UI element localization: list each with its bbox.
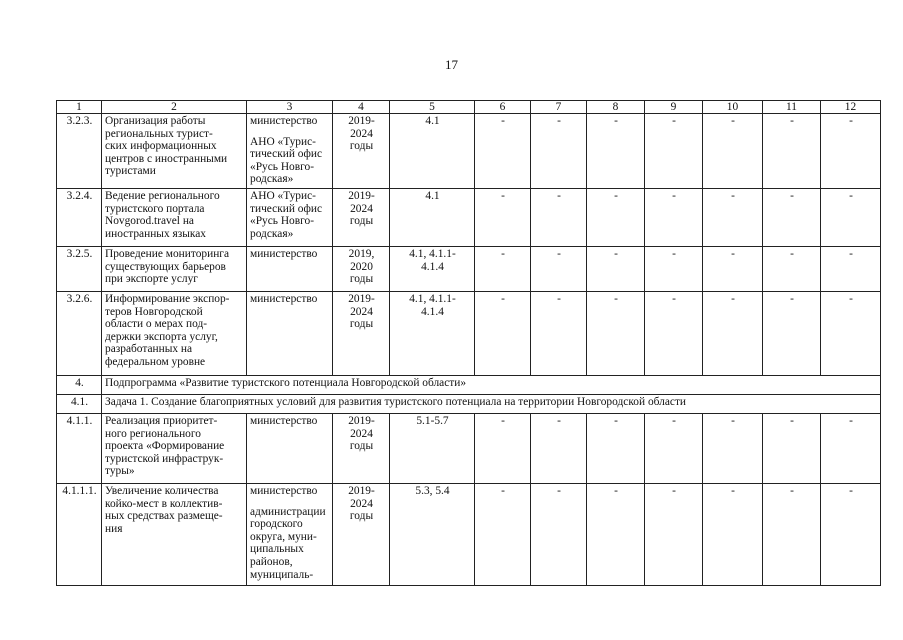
funding-cell: - bbox=[821, 189, 881, 247]
row-number: 3.2.4. bbox=[57, 189, 102, 247]
indicators: 4.1 bbox=[390, 114, 475, 189]
column-header: 12 bbox=[821, 101, 881, 114]
column-header: 3 bbox=[247, 101, 333, 114]
period: 2019- 2024 годы bbox=[333, 484, 390, 586]
row-number: 3.2.6. bbox=[57, 292, 102, 376]
activity-name: Увеличение количества койко-мест в коллектив- ных средствах размеще- ния bbox=[102, 484, 247, 586]
table-header-row bbox=[57, 101, 881, 114]
funding-cell: - bbox=[703, 292, 763, 376]
executor: АНО «Турис- тический офис «Русь Новго- родская» bbox=[250, 190, 322, 240]
funding-cell: - bbox=[821, 292, 881, 376]
executor-cell bbox=[247, 414, 333, 484]
funding-cell: - bbox=[531, 292, 587, 376]
executor-cell bbox=[247, 189, 333, 247]
funding-cell: - bbox=[763, 484, 821, 586]
column-header: 11 bbox=[763, 101, 821, 114]
activity-name: Проведение мониторинга существующих барьеров при экспорте услуг bbox=[102, 247, 247, 292]
funding-cell: - bbox=[475, 189, 531, 247]
funding-cell: - bbox=[703, 414, 763, 484]
table-row bbox=[57, 247, 881, 292]
period: 2019, 2020 годы bbox=[333, 247, 390, 292]
funding-cell: - bbox=[645, 484, 703, 586]
funding-cell: - bbox=[821, 414, 881, 484]
task-title: Задача 1. Создание благоприятных условий для развития туристского потенциала на территории Новгородской области bbox=[102, 395, 881, 414]
executor-cell bbox=[247, 114, 333, 189]
funding-cell: - bbox=[475, 484, 531, 586]
table-row bbox=[57, 114, 881, 189]
funding-cell: - bbox=[475, 247, 531, 292]
executor-cell bbox=[247, 292, 333, 376]
table-row bbox=[57, 189, 881, 247]
funding-cell: - bbox=[587, 292, 645, 376]
activity-name: Реализация приоритет- ного регионального проекта «Формирование туристской инфраструк- туры» bbox=[102, 414, 247, 484]
table-row bbox=[57, 292, 881, 376]
section-title: Подпрограмма «Развитие туристского потенциала Новгородской области» bbox=[102, 376, 881, 395]
executor-cell bbox=[247, 484, 333, 586]
section-row bbox=[57, 376, 881, 395]
column-header: 10 bbox=[703, 101, 763, 114]
period: 2019- 2024 годы bbox=[333, 292, 390, 376]
period: 2019- 2024 годы bbox=[333, 114, 390, 189]
funding-cell: - bbox=[763, 414, 821, 484]
funding-cell: - bbox=[587, 114, 645, 189]
funding-cell: - bbox=[645, 247, 703, 292]
funding-cell: - bbox=[763, 247, 821, 292]
funding-cell: - bbox=[645, 114, 703, 189]
indicators: 4.1, 4.1.1- 4.1.4 bbox=[390, 292, 475, 376]
task-number: 4.1. bbox=[57, 395, 102, 414]
funding-cell: - bbox=[821, 114, 881, 189]
funding-cell: - bbox=[645, 414, 703, 484]
executor: министерство bbox=[250, 248, 318, 260]
funding-cell: - bbox=[531, 484, 587, 586]
funding-cell: - bbox=[587, 189, 645, 247]
co-executor: администрации городского округа, муни- ципальных районов, муниципаль- bbox=[250, 505, 326, 581]
activity-plan-table bbox=[56, 100, 881, 586]
executor-cell bbox=[247, 247, 333, 292]
activity-name: Ведение регионального туристского портала Novgorod.travel на иностранных языках bbox=[102, 189, 247, 247]
indicators: 5.3, 5.4 bbox=[390, 484, 475, 586]
column-header: 2 bbox=[102, 101, 247, 114]
column-header: 5 bbox=[390, 101, 475, 114]
row-number: 3.2.3. bbox=[57, 114, 102, 189]
column-header: 4 bbox=[333, 101, 390, 114]
period: 2019- 2024 годы bbox=[333, 414, 390, 484]
funding-cell: - bbox=[763, 292, 821, 376]
co-executor: АНО «Турис- тический офис «Русь Новго- родская» bbox=[250, 135, 322, 186]
funding-cell: - bbox=[703, 247, 763, 292]
indicators: 4.1, 4.1.1- 4.1.4 bbox=[390, 247, 475, 292]
task-row bbox=[57, 395, 881, 414]
funding-cell: - bbox=[821, 247, 881, 292]
section-number: 4. bbox=[57, 376, 102, 395]
column-header: 1 bbox=[57, 101, 102, 114]
funding-cell: - bbox=[763, 189, 821, 247]
column-header: 9 bbox=[645, 101, 703, 114]
funding-cell: - bbox=[645, 292, 703, 376]
indicators: 5.1-5.7 bbox=[390, 414, 475, 484]
activity-name: Организация работы региональных турист- ских информационных центров с иностранными туристами bbox=[102, 114, 247, 189]
funding-cell: - bbox=[475, 292, 531, 376]
funding-cell: - bbox=[703, 484, 763, 586]
funding-cell: - bbox=[531, 189, 587, 247]
column-header: 6 bbox=[475, 101, 531, 114]
funding-cell: - bbox=[763, 114, 821, 189]
table-row bbox=[57, 414, 881, 484]
executor: министерство bbox=[250, 415, 318, 427]
funding-cell: - bbox=[703, 189, 763, 247]
funding-cell: - bbox=[703, 114, 763, 189]
funding-cell: - bbox=[475, 414, 531, 484]
row-number: 4.1.1.1. bbox=[57, 484, 102, 586]
funding-cell: - bbox=[587, 414, 645, 484]
indicators: 4.1 bbox=[390, 189, 475, 247]
funding-cell: - bbox=[531, 114, 587, 189]
funding-cell: - bbox=[587, 484, 645, 586]
funding-cell: - bbox=[475, 114, 531, 189]
funding-cell: - bbox=[531, 247, 587, 292]
executor: министерство bbox=[250, 293, 318, 305]
column-header: 7 bbox=[531, 101, 587, 114]
executor: министерство bbox=[250, 115, 318, 127]
period: 2019- 2024 годы bbox=[333, 189, 390, 247]
row-number: 3.2.5. bbox=[57, 247, 102, 292]
row-number: 4.1.1. bbox=[57, 414, 102, 484]
page-number: 17 bbox=[445, 57, 458, 72]
column-header: 8 bbox=[587, 101, 645, 114]
funding-cell: - bbox=[587, 247, 645, 292]
funding-cell: - bbox=[821, 484, 881, 586]
activity-name: Информирование экспор- теров Новгородской области о мерах под- держки экспорта услуг, разработанных на федеральном уровне bbox=[102, 292, 247, 376]
executor: министерство bbox=[250, 485, 318, 497]
funding-cell: - bbox=[531, 414, 587, 484]
funding-cell: - bbox=[645, 189, 703, 247]
table-row bbox=[57, 484, 881, 586]
